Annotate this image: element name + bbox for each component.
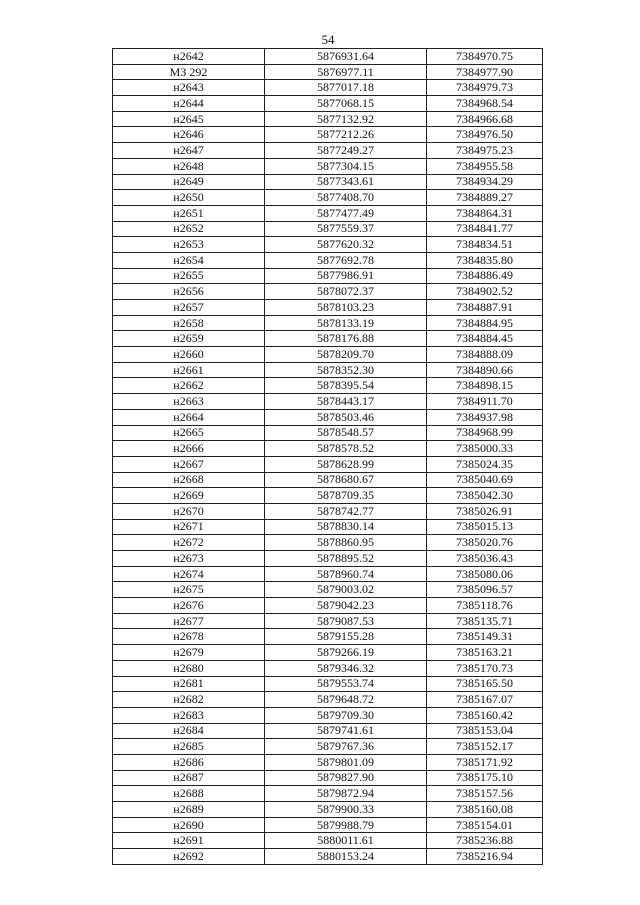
point-name-cell: н2650 [113, 190, 265, 206]
table-row [113, 754, 543, 770]
table-row [113, 127, 543, 143]
table-row [113, 347, 543, 363]
table-row [113, 331, 543, 347]
table-row [113, 64, 543, 80]
point-name-cell: н2660 [113, 347, 265, 363]
x-coordinate-cell: 5878133.19 [265, 315, 427, 331]
y-coordinate-cell: 7384834.51 [427, 237, 543, 253]
x-coordinate-cell: 5879801.09 [265, 754, 427, 770]
x-coordinate-cell: 5877212.26 [265, 127, 427, 143]
y-coordinate-cell: 7384841.77 [427, 221, 543, 237]
table-row [113, 739, 543, 755]
table-row [113, 394, 543, 410]
y-coordinate-cell: 7385096.57 [427, 582, 543, 598]
y-coordinate-cell: 7385160.08 [427, 802, 543, 818]
point-name-cell: н2667 [113, 456, 265, 472]
point-name-cell: н2678 [113, 629, 265, 645]
point-name-cell: н2669 [113, 488, 265, 504]
table-row [113, 786, 543, 802]
y-coordinate-cell: 7384976.50 [427, 127, 543, 143]
x-coordinate-cell: 5877017.18 [265, 80, 427, 96]
y-coordinate-cell: 7384955.58 [427, 158, 543, 174]
y-coordinate-cell: 7384884.45 [427, 331, 543, 347]
x-coordinate-cell: 5879988.79 [265, 817, 427, 833]
page-number: 54 [321, 32, 335, 47]
x-coordinate-cell: 5879741.61 [265, 723, 427, 739]
table-row [113, 802, 543, 818]
point-name-cell: н2689 [113, 802, 265, 818]
y-coordinate-cell: 7385165.50 [427, 676, 543, 692]
point-name-cell: н2655 [113, 268, 265, 284]
point-name-cell: н2685 [113, 739, 265, 755]
point-name-cell: н2645 [113, 111, 265, 127]
y-coordinate-cell: 7385036.43 [427, 551, 543, 567]
table-row [113, 252, 543, 268]
table-row [113, 488, 543, 504]
x-coordinate-cell: 5880153.24 [265, 849, 427, 865]
x-coordinate-cell: 5879767.36 [265, 739, 427, 755]
table-row [113, 472, 543, 488]
y-coordinate-cell: 7384888.09 [427, 347, 543, 363]
y-coordinate-cell: 7385167.07 [427, 692, 543, 708]
point-name-cell: н2691 [113, 833, 265, 849]
x-coordinate-cell: 5878895.52 [265, 551, 427, 567]
x-coordinate-cell: 5877132.92 [265, 111, 427, 127]
point-name-cell: н2653 [113, 237, 265, 253]
table-row [113, 300, 543, 316]
y-coordinate-cell: 7385157.56 [427, 786, 543, 802]
y-coordinate-cell: 7384934.29 [427, 174, 543, 190]
x-coordinate-cell: 5878072.37 [265, 284, 427, 300]
x-coordinate-cell: 5879553.74 [265, 676, 427, 692]
point-name-cell: н2657 [113, 300, 265, 316]
x-coordinate-cell: 5878860.95 [265, 535, 427, 551]
y-coordinate-cell: 7385216.94 [427, 849, 543, 865]
x-coordinate-cell: 5878443.17 [265, 394, 427, 410]
point-name-cell: МЗ 292 [113, 64, 265, 80]
table-row [113, 503, 543, 519]
x-coordinate-cell: 5877343.61 [265, 174, 427, 190]
y-coordinate-cell: 7384977.90 [427, 64, 543, 80]
y-coordinate-cell: 7384884.95 [427, 315, 543, 331]
table-row [113, 770, 543, 786]
y-coordinate-cell: 7385236.88 [427, 833, 543, 849]
table-row [113, 190, 543, 206]
y-coordinate-cell: 7385024.35 [427, 456, 543, 472]
table-row [113, 143, 543, 159]
point-name-cell: н2670 [113, 503, 265, 519]
x-coordinate-cell: 5879266.19 [265, 645, 427, 661]
y-coordinate-cell: 7384898.15 [427, 378, 543, 394]
point-name-cell: н2683 [113, 707, 265, 723]
y-coordinate-cell: 7385135.71 [427, 613, 543, 629]
table-row [113, 535, 543, 551]
y-coordinate-cell: 7385042.30 [427, 488, 543, 504]
y-coordinate-cell: 7384968.54 [427, 96, 543, 112]
x-coordinate-cell: 5879346.32 [265, 660, 427, 676]
point-name-cell: н2647 [113, 143, 265, 159]
x-coordinate-cell: 5877477.49 [265, 205, 427, 221]
point-name-cell: н2648 [113, 158, 265, 174]
table-row [113, 111, 543, 127]
table-row [113, 174, 543, 190]
y-coordinate-cell: 7384886.49 [427, 268, 543, 284]
x-coordinate-cell: 5879709.30 [265, 707, 427, 723]
point-name-cell: н2677 [113, 613, 265, 629]
x-coordinate-cell: 5878352.30 [265, 362, 427, 378]
point-name-cell: н2666 [113, 441, 265, 457]
y-coordinate-cell: 7384887.91 [427, 300, 543, 316]
y-coordinate-cell: 7385171.92 [427, 754, 543, 770]
point-name-cell: н2658 [113, 315, 265, 331]
point-name-cell: н2656 [113, 284, 265, 300]
point-name-cell: н2649 [113, 174, 265, 190]
y-coordinate-cell: 7385152.17 [427, 739, 543, 755]
x-coordinate-cell: 5878503.46 [265, 409, 427, 425]
point-name-cell: н2680 [113, 660, 265, 676]
table-row [113, 582, 543, 598]
y-coordinate-cell: 7385026.91 [427, 503, 543, 519]
table-row [113, 833, 543, 849]
x-coordinate-cell: 5879648.72 [265, 692, 427, 708]
table-row [113, 519, 543, 535]
point-name-cell: н2682 [113, 692, 265, 708]
table-row [113, 551, 543, 567]
y-coordinate-cell: 7385015.13 [427, 519, 543, 535]
y-coordinate-cell: 7384966.68 [427, 111, 543, 127]
x-coordinate-cell: 5878709.35 [265, 488, 427, 504]
point-name-cell: н2676 [113, 598, 265, 614]
y-coordinate-cell: 7385160.42 [427, 707, 543, 723]
table-row [113, 613, 543, 629]
table-row [113, 205, 543, 221]
x-coordinate-cell: 5879003.02 [265, 582, 427, 598]
table-row [113, 425, 543, 441]
x-coordinate-cell: 5878742.77 [265, 503, 427, 519]
y-coordinate-cell: 7385080.06 [427, 566, 543, 582]
x-coordinate-cell: 5879155.28 [265, 629, 427, 645]
x-coordinate-cell: 5878395.54 [265, 378, 427, 394]
point-name-cell: н2681 [113, 676, 265, 692]
point-name-cell: н2663 [113, 394, 265, 410]
point-name-cell: н2651 [113, 205, 265, 221]
table-row [113, 598, 543, 614]
point-name-cell: н2661 [113, 362, 265, 378]
y-coordinate-cell: 7385020.76 [427, 535, 543, 551]
y-coordinate-cell: 7385175.10 [427, 770, 543, 786]
table-row [113, 409, 543, 425]
point-name-cell: н2690 [113, 817, 265, 833]
point-name-cell: н2654 [113, 252, 265, 268]
point-name-cell: н2643 [113, 80, 265, 96]
y-coordinate-cell: 7384889.27 [427, 190, 543, 206]
point-name-cell: н2684 [113, 723, 265, 739]
x-coordinate-cell: 5877692.78 [265, 252, 427, 268]
y-coordinate-cell: 7385154.01 [427, 817, 543, 833]
y-coordinate-cell: 7385000.33 [427, 441, 543, 457]
x-coordinate-cell: 5877559.37 [265, 221, 427, 237]
coordinates-table [112, 48, 543, 865]
x-coordinate-cell: 5876977.11 [265, 64, 427, 80]
table-row [113, 817, 543, 833]
point-name-cell: н2668 [113, 472, 265, 488]
y-coordinate-cell: 7385118.76 [427, 598, 543, 614]
x-coordinate-cell: 5878176.88 [265, 331, 427, 347]
point-name-cell: н2686 [113, 754, 265, 770]
point-name-cell: н2644 [113, 96, 265, 112]
point-name-cell: н2662 [113, 378, 265, 394]
point-name-cell: н2642 [113, 49, 265, 65]
point-name-cell: н2674 [113, 566, 265, 582]
point-name-cell: н2664 [113, 409, 265, 425]
y-coordinate-cell: 7384902.52 [427, 284, 543, 300]
table-row [113, 315, 543, 331]
y-coordinate-cell: 7384911.70 [427, 394, 543, 410]
table-row [113, 268, 543, 284]
y-coordinate-cell: 7384975.23 [427, 143, 543, 159]
x-coordinate-cell: 5876931.64 [265, 49, 427, 65]
y-coordinate-cell: 7385163.21 [427, 645, 543, 661]
x-coordinate-cell: 5878578.52 [265, 441, 427, 457]
table-row [113, 676, 543, 692]
point-name-cell: н2675 [113, 582, 265, 598]
y-coordinate-cell: 7384968.99 [427, 425, 543, 441]
point-name-cell: н2659 [113, 331, 265, 347]
table-row [113, 378, 543, 394]
y-coordinate-cell: 7384835.80 [427, 252, 543, 268]
table-row [113, 362, 543, 378]
table-row [113, 456, 543, 472]
table-row [113, 849, 543, 865]
point-name-cell: н2673 [113, 551, 265, 567]
x-coordinate-cell: 5879900.33 [265, 802, 427, 818]
y-coordinate-cell: 7385153.04 [427, 723, 543, 739]
x-coordinate-cell: 5879872.94 [265, 786, 427, 802]
table-row [113, 707, 543, 723]
x-coordinate-cell: 5878680.67 [265, 472, 427, 488]
table-row [113, 645, 543, 661]
point-name-cell: н2679 [113, 645, 265, 661]
table-row [113, 80, 543, 96]
table-row [113, 566, 543, 582]
point-name-cell: н2692 [113, 849, 265, 865]
table-row [113, 237, 543, 253]
x-coordinate-cell: 5879827.90 [265, 770, 427, 786]
y-coordinate-cell: 7385040.69 [427, 472, 543, 488]
point-name-cell: н2646 [113, 127, 265, 143]
table-row [113, 692, 543, 708]
x-coordinate-cell: 5879087.53 [265, 613, 427, 629]
y-coordinate-cell: 7384979.73 [427, 80, 543, 96]
x-coordinate-cell: 5877986.91 [265, 268, 427, 284]
x-coordinate-cell: 5877068.15 [265, 96, 427, 112]
table-row [113, 284, 543, 300]
x-coordinate-cell: 5877304.15 [265, 158, 427, 174]
y-coordinate-cell: 7384937.98 [427, 409, 543, 425]
y-coordinate-cell: 7384864.31 [427, 205, 543, 221]
table-row [113, 96, 543, 112]
x-coordinate-cell: 5880011.61 [265, 833, 427, 849]
x-coordinate-cell: 5879042.23 [265, 598, 427, 614]
point-name-cell: н2671 [113, 519, 265, 535]
table-row [113, 629, 543, 645]
point-name-cell: н2672 [113, 535, 265, 551]
x-coordinate-cell: 5878830.14 [265, 519, 427, 535]
x-coordinate-cell: 5878548.57 [265, 425, 427, 441]
x-coordinate-cell: 5877408.70 [265, 190, 427, 206]
point-name-cell: н2665 [113, 425, 265, 441]
x-coordinate-cell: 5877620.32 [265, 237, 427, 253]
y-coordinate-cell: 7384970.75 [427, 49, 543, 65]
x-coordinate-cell: 5877249.27 [265, 143, 427, 159]
x-coordinate-cell: 5878628.99 [265, 456, 427, 472]
table-row [113, 723, 543, 739]
table-row [113, 49, 543, 65]
table-row [113, 441, 543, 457]
y-coordinate-cell: 7384890.66 [427, 362, 543, 378]
point-name-cell: н2687 [113, 770, 265, 786]
point-name-cell: н2652 [113, 221, 265, 237]
x-coordinate-cell: 5878209.70 [265, 347, 427, 363]
point-name-cell: н2688 [113, 786, 265, 802]
table-row [113, 221, 543, 237]
y-coordinate-cell: 7385149.31 [427, 629, 543, 645]
y-coordinate-cell: 7385170.73 [427, 660, 543, 676]
table-row [113, 158, 543, 174]
coordinates-table-body [113, 49, 543, 865]
x-coordinate-cell: 5878103.23 [265, 300, 427, 316]
x-coordinate-cell: 5878960.74 [265, 566, 427, 582]
table-row [113, 660, 543, 676]
